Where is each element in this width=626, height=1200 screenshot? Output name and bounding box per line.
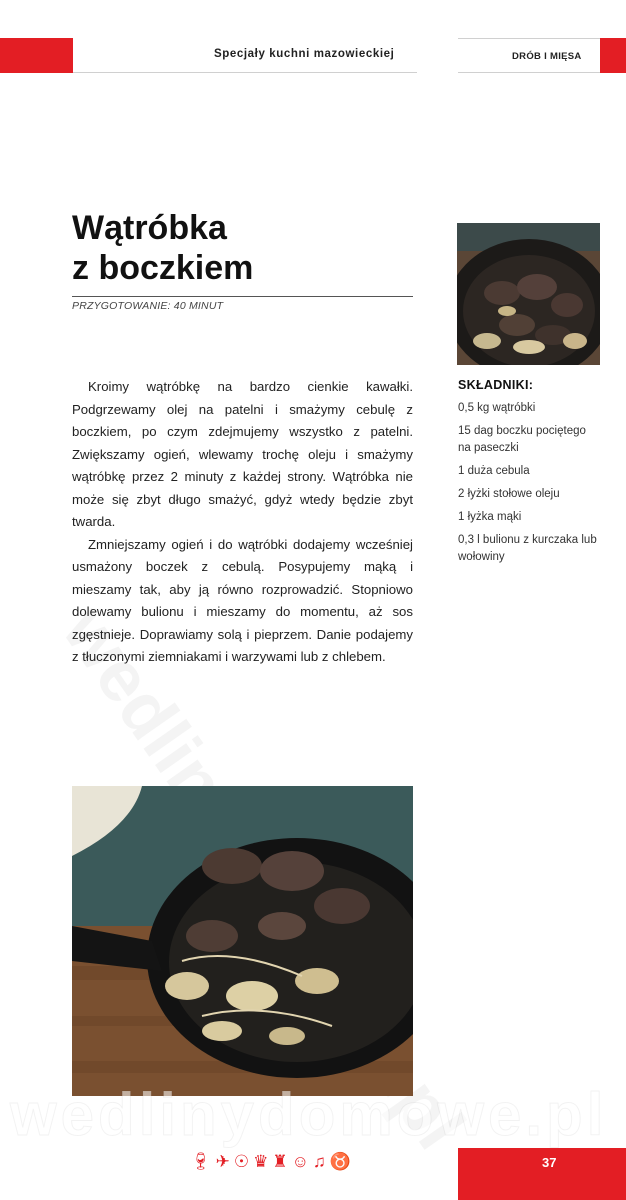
footer-icons	[190, 1150, 351, 1174]
planet-icon: ☉	[233, 1152, 250, 1171]
ingredient-item: 0,3 l bulionu z kurczaka lub wołowiny	[458, 534, 597, 563]
watermark-bottom: wedlinydomowe.pl	[10, 1081, 608, 1148]
title-rule	[72, 296, 413, 297]
ingredient-item: 1 duża cebula	[458, 465, 530, 477]
ingredient-item: 0,5 kg wątróbki	[458, 402, 536, 414]
music-note-icon: ♫	[312, 1152, 326, 1171]
horn-icon: ♉	[329, 1152, 351, 1171]
ingredient-item: 2 łyżki stołowe oleju	[458, 488, 560, 500]
header-left-bar	[0, 38, 73, 73]
ingredients-list	[458, 400, 598, 572]
book-title: Specjały kuchni mazowieckiej	[214, 48, 395, 60]
page-number: 37	[542, 1155, 557, 1170]
bird-icon: ✈︎	[215, 1152, 230, 1171]
recipe-title-line2: z boczkiem	[72, 249, 254, 287]
mask-icon: ☺	[291, 1152, 309, 1171]
recipe-paragraph: Zmniejszamy ogień i do wątróbki dodajemy wcześniej usmażony boczek z cebulą. Posypujemy mąką i mieszamy tak, aby ją równo rozprowadzić. Stopniowo dolewamy bulionu i mieszamy do momentu, aż sos zgęstnieje. Doprawiamy solą i pieprzem. Danie podajemy z tłuczonymi ziemniakami i warzywami lub z chlebem.	[72, 536, 413, 664]
goblet-icon: 🍷︎	[190, 1152, 212, 1171]
header-rule-right-top	[458, 38, 600, 39]
page-number-box	[458, 1148, 626, 1200]
ingredients-heading: SKŁADNIKI:	[458, 378, 534, 392]
header-rule-left	[73, 72, 417, 73]
ingredient-item: 1 łyżka mąki	[458, 511, 522, 523]
dish-photo-small	[457, 223, 600, 365]
section-tag: DRÓB I MIĘSA	[512, 51, 582, 62]
castle-icon: ♜	[272, 1152, 288, 1171]
recipe-paragraph: Kroimy wątróbkę na bardzo cienkie kawałki. Podgrzewamy olej na patelni i smażymy cebulę z boczkiem, po czym zdejmujemy wszystko z patelni. Zwiększamy ogień, wlewamy trochę oleju i smażymy wątróbkę przez 2 minuty z każdej strony. Wątróbka nie może się zbyt długo smażyć, gdyż wtedy będzie zbyt twarda.	[72, 379, 413, 529]
header-rule-right-bottom	[458, 72, 600, 73]
crown-icon: ♛	[253, 1152, 269, 1171]
recipe-title	[72, 208, 253, 288]
ingredient-item: 15 dag boczku pociętego na paseczki	[458, 425, 586, 454]
prep-time: PRZYGOTOWANIE: 40 MINUT	[72, 300, 224, 312]
recipe-body	[72, 376, 413, 669]
dish-photo-large	[72, 786, 413, 1096]
header-right-bar	[600, 38, 626, 73]
recipe-title-line1: Wątróbka	[72, 209, 227, 247]
